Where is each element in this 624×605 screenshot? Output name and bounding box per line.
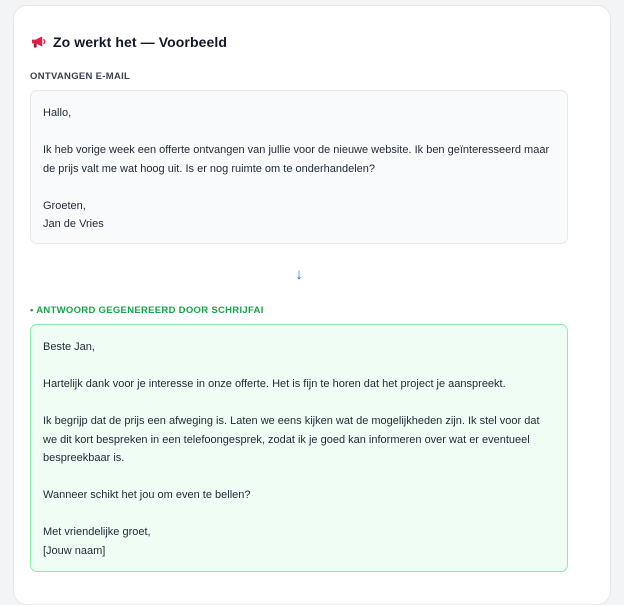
received-email-label: ONTVANGEN E-MAIL [30,71,131,82]
received-paragraph: Hallo, [43,107,72,119]
received-paragraph: Ik heb vorige week een offerte ontvangen van jullie voor de nieuwe website. Ik ben geïnteresseerd maar de prijs valt me wat hoog uit. Is er nog ruimte om te onderhandelen? [43,144,550,175]
megaphone-icon [31,35,46,49]
card-title: Zo werkt het — Voorbeeld [53,34,228,50]
reply-paragraph: Hartelijk dank voor je interesse in onze offerte. Het is fijn te horen dat het project je aanspreekt. [43,378,506,390]
reply-paragraph: Beste Jan, [43,341,95,353]
received-email-box [30,90,568,244]
arrow-down-icon: ↓ [295,266,303,283]
generated-reply-label: • ANTWOORD GEGENEREERD DOOR SCHRIJFAI [30,305,264,316]
card-header [31,34,227,50]
received-paragraph: Groeten, Jan de Vries [43,199,104,230]
reply-paragraph: Wanneer schikt het jou om even te bellen? [43,489,251,501]
reply-paragraph: Met vriendelijke groet, [Jouw naam] [43,526,151,557]
generated-reply-box [30,324,568,572]
reply-paragraph: Ik begrijp dat de prijs een afweging is. Laten we eens kijken wat de mogelijkheden zijn. Ik stel voor dat we dit kort bespreken in een telefoongesprek, zodat ik je goed kan informeren over wat er eventueel bespreekbaar is. [43,415,540,464]
